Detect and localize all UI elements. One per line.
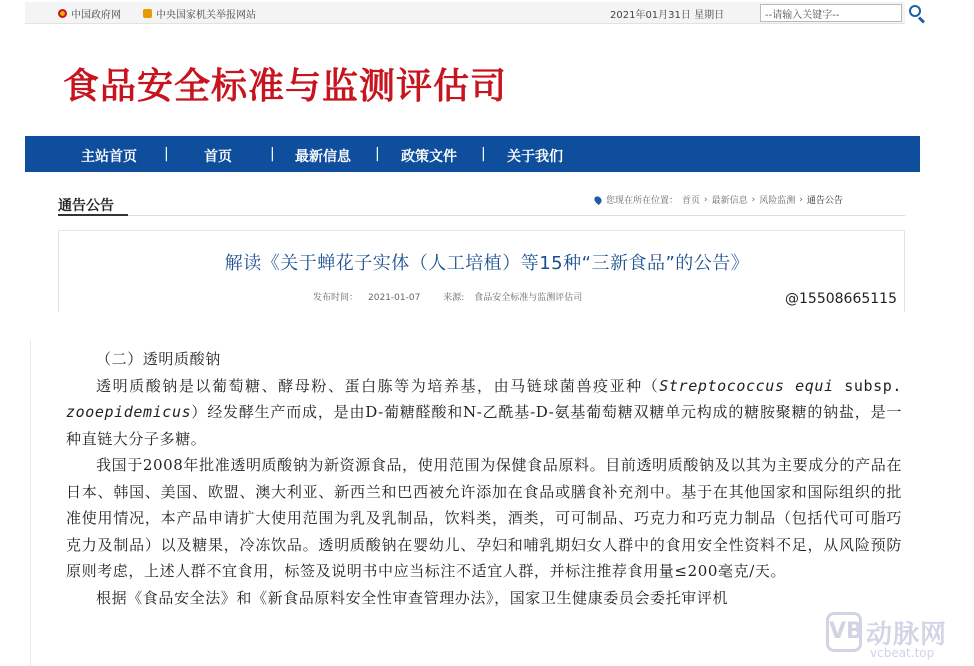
nav-separator: | [481, 146, 486, 162]
nav-item-policy[interactable]: 政策文件 [401, 149, 457, 165]
breadcrumb-separator: › [751, 194, 756, 205]
top-bar [25, 2, 905, 24]
watermark-id: @15508665115 [785, 291, 897, 307]
publish-date: 2021-01-07 [368, 293, 421, 303]
search-icon [909, 5, 921, 17]
nav-separator: | [164, 146, 169, 162]
search-icon-handle [918, 16, 925, 23]
search-button[interactable] [906, 3, 928, 23]
body-paragraph: 我国于2008年批准透明质酸钠为新资源食品，使用范围为保健食品原料。目前透明质酸钠及以其为主要成分的产品在日本、韩国、美国、欧盟、澳大利亚、新西兰和巴西被允许添加在食品或膳食补充剂中。基于在其他国家和国际组织的批准使用情况，本产品申请扩大使用范围为乳及乳制品，饮料类，酒类，可可制品、巧克力和巧克力制品（包括代可可脂巧克力及制品）以及糖果，冷冻饮品。透明质酸钠在婴幼儿、孕妇和哺乳期妇女人群中的食用安全性资料不足，从风险预防原则考虑，上述人群不宜食用，标签及说明书中应当标注不适宜人群，并标注推荐食用量≤200毫克/天。 [66, 456, 902, 580]
body-subheading: （二）透明质酸钠 [96, 350, 221, 368]
search-input[interactable] [760, 4, 902, 22]
national-emblem-icon [58, 9, 67, 18]
nav-item-about[interactable]: 关于我们 [507, 149, 563, 165]
article-body [66, 346, 902, 611]
nav-separator: | [375, 146, 380, 162]
body-paragraph-text: 透明质酸钠是以葡萄糖、酵母粉、蛋白胨等为培养基，由马链球菌兽疫亚种（ [96, 376, 660, 395]
breadcrumb-latest[interactable]: 最新信息 [711, 196, 748, 206]
subspecies-label: subsp. [833, 376, 903, 395]
nav-item-home[interactable]: 首页 [204, 149, 232, 165]
report-site-link[interactable] [143, 6, 256, 21]
article-title: 解读《关于蝉花子实体（人工培植）等15种“三新食品”的公告》 [224, 253, 750, 274]
breadcrumb-separator: › [704, 194, 708, 205]
nav-separator: | [270, 146, 275, 162]
corner-watermark-logo [826, 610, 966, 664]
section-title: 通告公告 [58, 198, 114, 214]
main-nav [25, 136, 920, 172]
breadcrumb-separator: › [799, 194, 803, 205]
breadcrumb [594, 193, 847, 206]
subspecies-name: zooepidemicus [66, 403, 192, 421]
location-pin-icon [593, 194, 603, 204]
source-name: 食品安全标准与监测评估司 [474, 293, 583, 303]
vb-logo-mark: VB [826, 612, 862, 652]
gov-portal-link[interactable] [58, 6, 121, 21]
current-date: 2021年01月31日 星期日 [610, 10, 725, 21]
species-name: Streptococcus equi [659, 376, 834, 395]
section-underline [58, 214, 128, 216]
nav-item-latest[interactable]: 最新信息 [295, 149, 351, 165]
location-divider [128, 215, 905, 216]
report-site-label: 中央国家机关举报网站 [156, 10, 256, 21]
breadcrumb-current[interactable]: 通告公告 [806, 196, 843, 206]
publish-label: 发布时间： [313, 293, 359, 303]
gov-portal-label: 中国政府网 [71, 10, 121, 21]
body-paragraph [66, 373, 902, 453]
source-label: 来源: [443, 293, 465, 303]
breadcrumb-home[interactable]: 首页 [682, 196, 701, 206]
watermark-brand-name: 动脉网 [866, 620, 948, 650]
content-border [30, 340, 31, 666]
site-title: 食品安全标准与监测评估司 [63, 66, 508, 107]
body-paragraph: 根据《食品安全法》和《新食品原料安全性审查管理办法》，国家卫生健康委员会委托审评机 [96, 588, 729, 607]
article-meta [313, 290, 602, 303]
report-icon [143, 9, 152, 18]
breadcrumb-risk-monitoring[interactable]: 风险监测 [759, 196, 796, 206]
body-paragraph-text: ）经发酵生产而成，是由D-葡糖醛酸和N-乙酰基-D-氨基葡萄糖双糖单元构成的糖胺聚糖的钠盐，是一种直链大分子多糖。 [66, 403, 902, 448]
nav-item-main-site[interactable]: 主站首页 [81, 149, 137, 165]
watermark-url: vcbeat.top [870, 646, 935, 660]
breadcrumb-prefix: 您现在所在位置： [606, 196, 679, 206]
